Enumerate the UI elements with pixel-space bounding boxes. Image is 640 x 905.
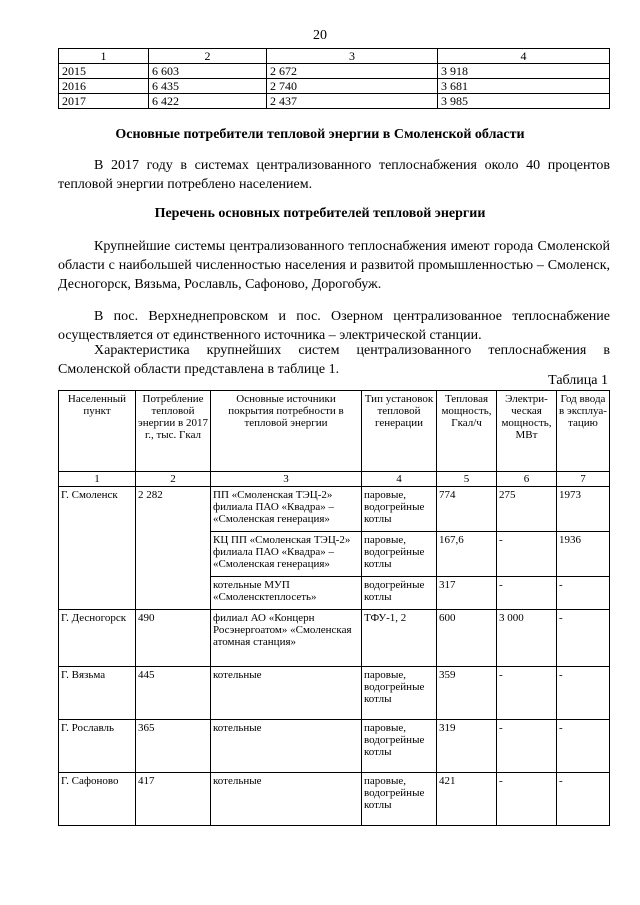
table-row — [59, 720, 610, 773]
source-cell: котельные МУП «Смоленсктеплосеть» — [211, 577, 362, 610]
thermal-cell: 774 — [437, 487, 497, 532]
top-table — [58, 48, 610, 109]
consumption-cell: 490 — [136, 610, 211, 667]
type-cell: паровые, водогрейные котлы — [362, 487, 437, 532]
column-header: Год ввода в эксплуа-тацию — [557, 391, 610, 472]
column-number: 5 — [437, 472, 497, 487]
city-cell: Г. Сафоново — [59, 773, 136, 826]
electric-cell: - — [497, 667, 557, 720]
thermal-cell: 359 — [437, 667, 497, 720]
paragraph: В 2017 году в системах централизованного теплоснабжения около 40 процентов тепловой энергии потреблено населением. — [58, 158, 610, 192]
table-cell: 6 422 — [149, 94, 267, 109]
column-header: Основные источники покрытия потребности в тепловой энергии — [211, 391, 362, 472]
table-cell: 3 918 — [438, 64, 610, 79]
table-row — [59, 79, 610, 94]
year-cell: - — [557, 667, 610, 720]
electric-cell: - — [497, 773, 557, 826]
source-cell: котельные — [211, 720, 362, 773]
column-number: 3 — [267, 49, 438, 64]
consumption-cell: 365 — [136, 720, 211, 773]
column-header: Потребление тепловой энергии в 2017 г., тыс. Гкал — [136, 391, 211, 472]
table-cell: 2 740 — [267, 79, 438, 94]
table-cell: 2017 — [59, 94, 149, 109]
column-header: Тепловая мощность, Гкал/ч — [437, 391, 497, 472]
consumption-cell: 2 282 — [136, 487, 211, 610]
table-cell: 3 681 — [438, 79, 610, 94]
column-number: 7 — [557, 472, 610, 487]
table-cell: 2016 — [59, 79, 149, 94]
thermal-cell: 317 — [437, 577, 497, 610]
type-cell: паровые, водогрейные котлы — [362, 773, 437, 826]
table-row — [59, 773, 610, 826]
consumption-cell: 445 — [136, 667, 211, 720]
source-cell: котельные — [211, 667, 362, 720]
column-header: Тип установок тепловой генерации — [362, 391, 437, 472]
column-number: 6 — [497, 472, 557, 487]
city-cell: Г. Смоленск — [59, 487, 136, 610]
electric-cell: 275 — [497, 487, 557, 532]
column-number: 3 — [211, 472, 362, 487]
column-number: 1 — [59, 49, 149, 64]
section-heading: Основные потребители тепловой энергии в Смоленской области — [115, 127, 525, 142]
source-cell: филиал АО «Концерн Росэнергоатом» «Смоленская атомная станция» — [211, 610, 362, 667]
section-heading: Перечень основных потребителей тепловой энергии — [154, 206, 486, 221]
column-number: 4 — [438, 49, 610, 64]
electric-cell: - — [497, 532, 557, 577]
source-cell: ПП «Смоленская ТЭЦ-2» филиала ПАО «Квадра» – «Смоленская генерация» — [211, 487, 362, 532]
year-cell: - — [557, 720, 610, 773]
table-cell: 2 437 — [267, 94, 438, 109]
table-cell: 6 435 — [149, 79, 267, 94]
page-number: 20 — [313, 28, 327, 43]
electric-cell: 3 000 — [497, 610, 557, 667]
type-cell: ТФУ-1, 2 — [362, 610, 437, 667]
column-header: Населенный пункт — [59, 391, 136, 472]
table-row — [59, 667, 610, 720]
paragraph: Крупнейшие системы централизованного теплоснабжения имеют города Смоленской области с наибольшей численностью населения и развитой промышленностью – Смоленск, Десногорск, Вязьма, Рославль, Сафоново, Дорогобуж. — [58, 239, 610, 292]
table-cell: 3 985 — [438, 94, 610, 109]
table-row — [59, 610, 610, 667]
thermal-cell: 421 — [437, 773, 497, 826]
table-cell: 6 603 — [149, 64, 267, 79]
table-row — [59, 487, 610, 532]
table-cell: 2 672 — [267, 64, 438, 79]
city-cell: Г. Вязьма — [59, 667, 136, 720]
city-cell: Г. Рославль — [59, 720, 136, 773]
column-header: Электри-ческая мощность, МВт — [497, 391, 557, 472]
table-header-row — [59, 49, 610, 64]
type-cell: паровые, водогрейные котлы — [362, 720, 437, 773]
column-number-row — [59, 472, 610, 487]
year-cell: - — [557, 610, 610, 667]
thermal-cell: 167,6 — [437, 532, 497, 577]
thermal-cell: 319 — [437, 720, 497, 773]
source-cell: котельные — [211, 773, 362, 826]
year-cell: - — [557, 577, 610, 610]
paragraph: В пос. Верхнеднепровском и пос. Озерном централизованное теплоснабжение осуществляется от единственного источника – электрической станции. — [58, 309, 610, 343]
table-header-row — [59, 391, 610, 472]
column-number: 2 — [136, 472, 211, 487]
year-cell: 1936 — [557, 532, 610, 577]
paragraph: Характеристика крупнейших систем централизованного теплоснабжения в Смоленской области представлена в таблице 1. — [58, 343, 610, 377]
thermal-cell: 600 — [437, 610, 497, 667]
year-cell: 1973 — [557, 487, 610, 532]
consumption-cell: 417 — [136, 773, 211, 826]
table-row — [59, 64, 610, 79]
type-cell: паровые, водогрейные котлы — [362, 532, 437, 577]
source-cell: КЦ ПП «Смоленская ТЭЦ-2» филиала ПАО «Квадра» – «Смоленская генерация» — [211, 532, 362, 577]
electric-cell: - — [497, 577, 557, 610]
column-number: 1 — [59, 472, 136, 487]
column-number: 2 — [149, 49, 267, 64]
type-cell: паровые, водогрейные котлы — [362, 667, 437, 720]
year-cell: - — [557, 773, 610, 826]
type-cell: водогрейные котлы — [362, 577, 437, 610]
table-row — [59, 94, 610, 109]
column-number: 4 — [362, 472, 437, 487]
electric-cell: - — [497, 720, 557, 773]
table-cell: 2015 — [59, 64, 149, 79]
table-caption: Таблица 1 — [548, 373, 608, 388]
city-cell: Г. Десногорск — [59, 610, 136, 667]
main-table — [58, 390, 610, 826]
